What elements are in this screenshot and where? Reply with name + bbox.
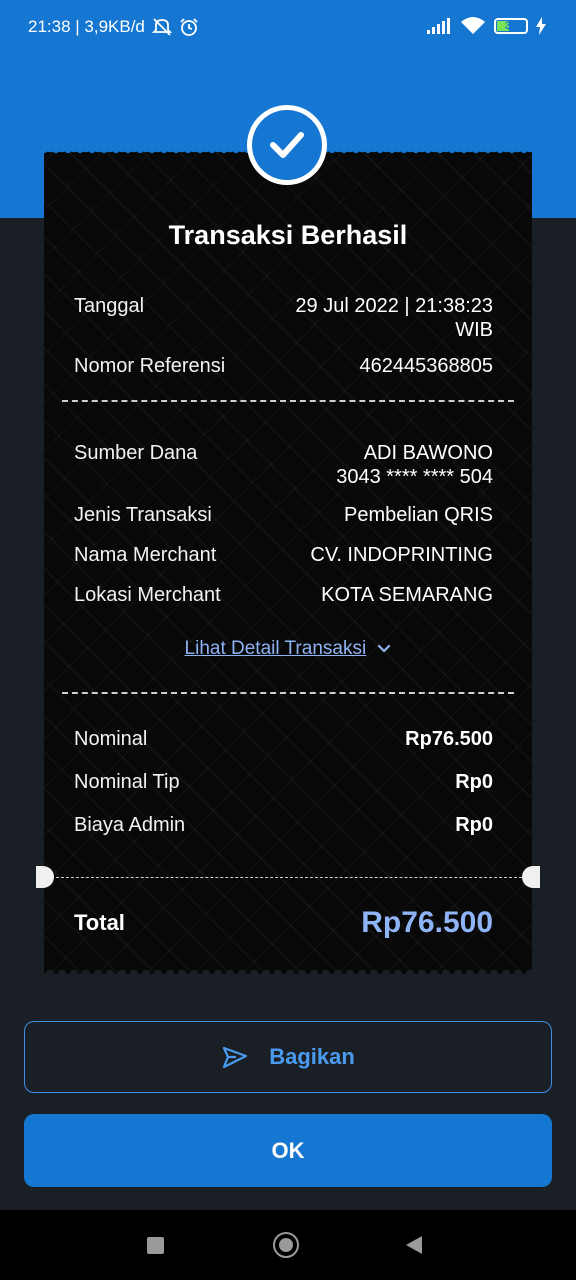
system-nav-bar [0, 1210, 576, 1280]
chevron-down-icon[interactable] [377, 644, 391, 654]
admin-fee-value: Rp0 [455, 814, 493, 836]
nominal-label: Nominal [74, 728, 148, 750]
total-value: Rp76.500 [361, 906, 493, 939]
date-row [74, 294, 493, 342]
receipt-notch-right [522, 866, 540, 888]
send-icon [221, 1043, 249, 1071]
tip-value: Rp0 [455, 771, 493, 793]
reference-value: 462445368805 [359, 355, 493, 377]
source-row [74, 441, 493, 489]
total-label: Total [74, 910, 125, 935]
divider-3 [56, 877, 522, 878]
divider-1 [62, 400, 514, 402]
merchant-name-label: Nama Merchant [74, 544, 217, 566]
date-label: Tanggal [74, 295, 145, 317]
success-badge [247, 105, 327, 185]
reference-row [74, 354, 493, 378]
transaction-type-row [74, 503, 493, 527]
date-value: 29 Jul 2022 | 21:38:23 WIB [295, 295, 493, 341]
wifi-icon [460, 16, 486, 36]
nominal-value: Rp76.500 [405, 728, 493, 750]
checkmark-icon [269, 130, 305, 160]
admin-fee-label: Biaya Admin [74, 814, 186, 836]
share-button[interactable] [24, 1021, 552, 1093]
battery-icon: 38 [494, 18, 528, 34]
merchant-name-row [74, 543, 493, 567]
tip-label: Nominal Tip [74, 771, 180, 793]
merchant-location-row [74, 583, 493, 607]
tip-row [74, 770, 493, 794]
receipt-title: Transaksi Berhasil [168, 220, 408, 250]
total-row [74, 906, 493, 940]
merchant-location-value: KOTA SEMARANG [321, 584, 493, 606]
reference-label: Nomor Referensi [74, 355, 226, 377]
charging-icon [536, 17, 546, 35]
ok-button-label: OK [271, 1137, 305, 1163]
status-time: 21:38 | 3,9KB/d [28, 17, 145, 36]
receipt-edge-bottom [44, 968, 532, 974]
divider-2 [62, 692, 514, 694]
source-value: ADI BAWONO 3043 **** **** 504 [336, 442, 493, 488]
back-icon[interactable] [406, 1236, 422, 1254]
merchant-location-label: Lokasi Merchant [74, 584, 221, 606]
source-label: Sumber Dana [74, 442, 198, 464]
transaction-type-value: Pembelian QRIS [344, 504, 493, 526]
status-bar [0, 0, 576, 56]
mute-vibrate-icon [151, 17, 173, 37]
signal-icon [426, 17, 452, 35]
admin-fee-row [74, 813, 493, 837]
recent-apps-icon[interactable] [147, 1237, 164, 1254]
home-icon[interactable] [273, 1232, 299, 1258]
view-transaction-detail-link[interactable]: Lihat Detail Transaksi [184, 638, 367, 659]
nominal-row [74, 727, 493, 751]
transaction-type-label: Jenis Transaksi [74, 504, 212, 526]
ok-button[interactable] [24, 1114, 552, 1187]
merchant-name-value: CV. INDOPRINTING [310, 544, 493, 566]
share-button-label: Bagikan [269, 1044, 355, 1069]
alarm-icon [179, 17, 199, 37]
detail-link-container [44, 638, 532, 660]
